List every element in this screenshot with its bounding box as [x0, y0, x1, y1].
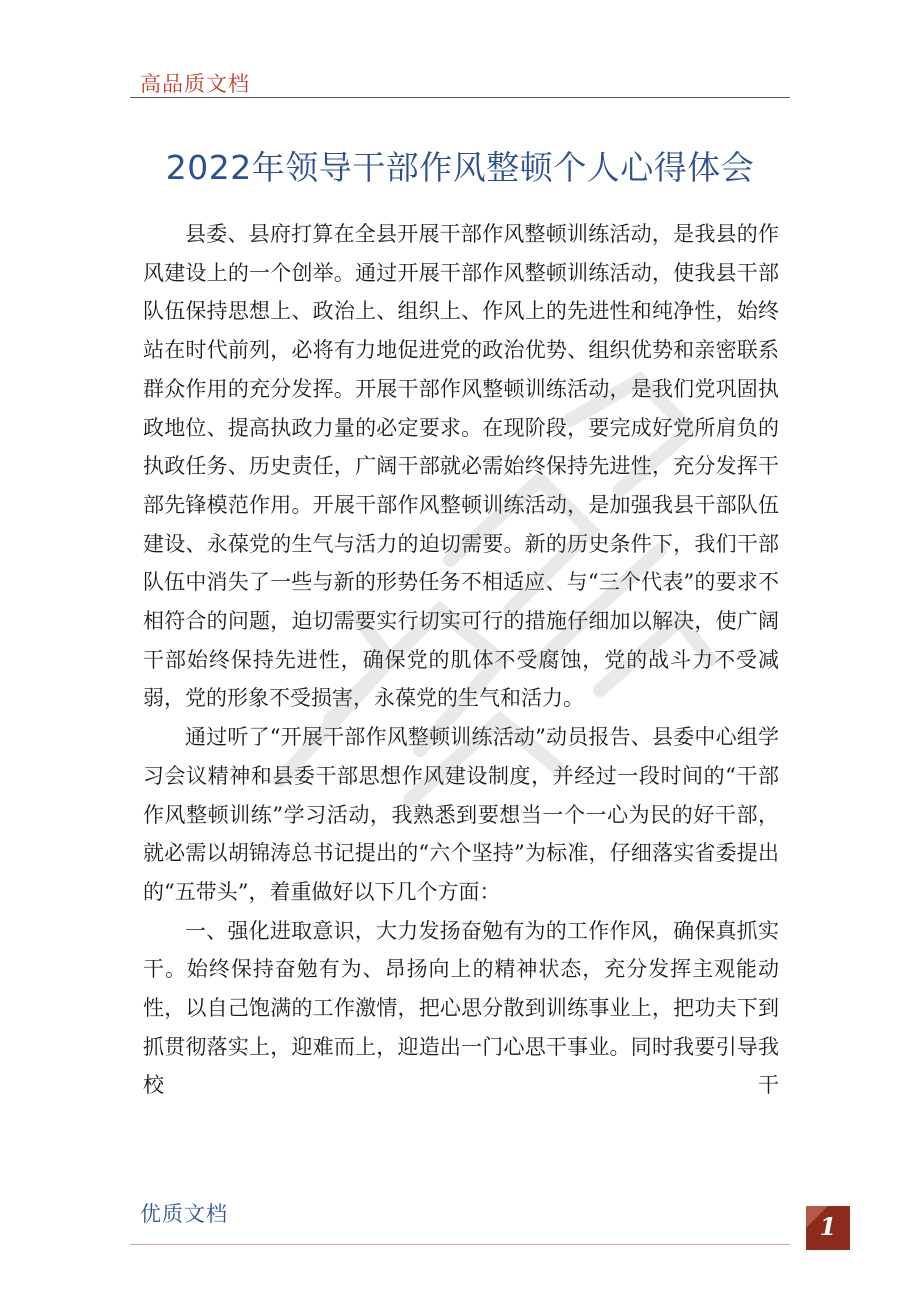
document-title: 2022年领导干部作风整顿个人心得体会: [165, 148, 755, 187]
paragraph-2: 通过听了“开展干部作风整顿训练活动”动员报告、县委中心组学习会议精神和县委干部思想作风建设制度，并经过一段时间的“干部作风整顿训练”学习活动，我熟悉到要想当一个一心为民的好干部，就必需以胡锦涛总书记提出的“六个坚持”为标准，仔细落实省委提出的“五带头”，着重做好以下几个方面：: [143, 725, 779, 904]
footer-label: 优质文档: [140, 1202, 228, 1226]
page-number: 1: [819, 1212, 837, 1241]
header-divider: [130, 97, 790, 98]
document-body: [143, 215, 779, 1105]
header-label: 高品质文档: [140, 72, 250, 96]
paragraph-3: 一、强化进取意识，大力发扬奋勉有为的工作作风，确保真抓实干。始终保持奋勉有为、昂扬向上的精神状态，充分发挥主观能动性，以自己饱满的工作激情，把心思分散到训练事业上，把功夫下到抓贯彻落实上，迎难而上，迎造出一门心思干事业。同时我要引导我校干: [143, 918, 779, 1098]
paragraph-1: 县委、县府打算在全县开展干部作风整顿训练活动，是我县的作风建设上的一个创举。通过开展干部作风整顿训练活动，使我县干部队伍保持思想上、政治上、组织上、作风上的先进性和纯净性，始终站在时代前列，必将有力地促进党的政治优势、组织优势和亲密联系群众作用的充分发挥。开展干部作风整顿训练活动，是我们党巩固执政地位、提高执政力量的必定要求。在现阶段，要完成好党所肩负的执政任务、历史责任，广阔干部就必需始终保持先进性，充分发挥干部先锋模范作用。开展干部作风整顿训练活动，是加强我县干部队伍建设、永葆党的生气与活力的迫切需要。新的历史条件下，我们干部队伍中消失了一些与新的形势任务不相适应、与“三个代表”的要求不相符合的问题，迫切需要实行切实可行的措施仔细加以解决，使广阔干部始终保持先进性，确保党的肌体不受腐蚀，党的战斗力不受减弱，党的形象不受损害，永葆党的生气和活力。: [143, 222, 779, 711]
footer-divider: [130, 1244, 790, 1245]
